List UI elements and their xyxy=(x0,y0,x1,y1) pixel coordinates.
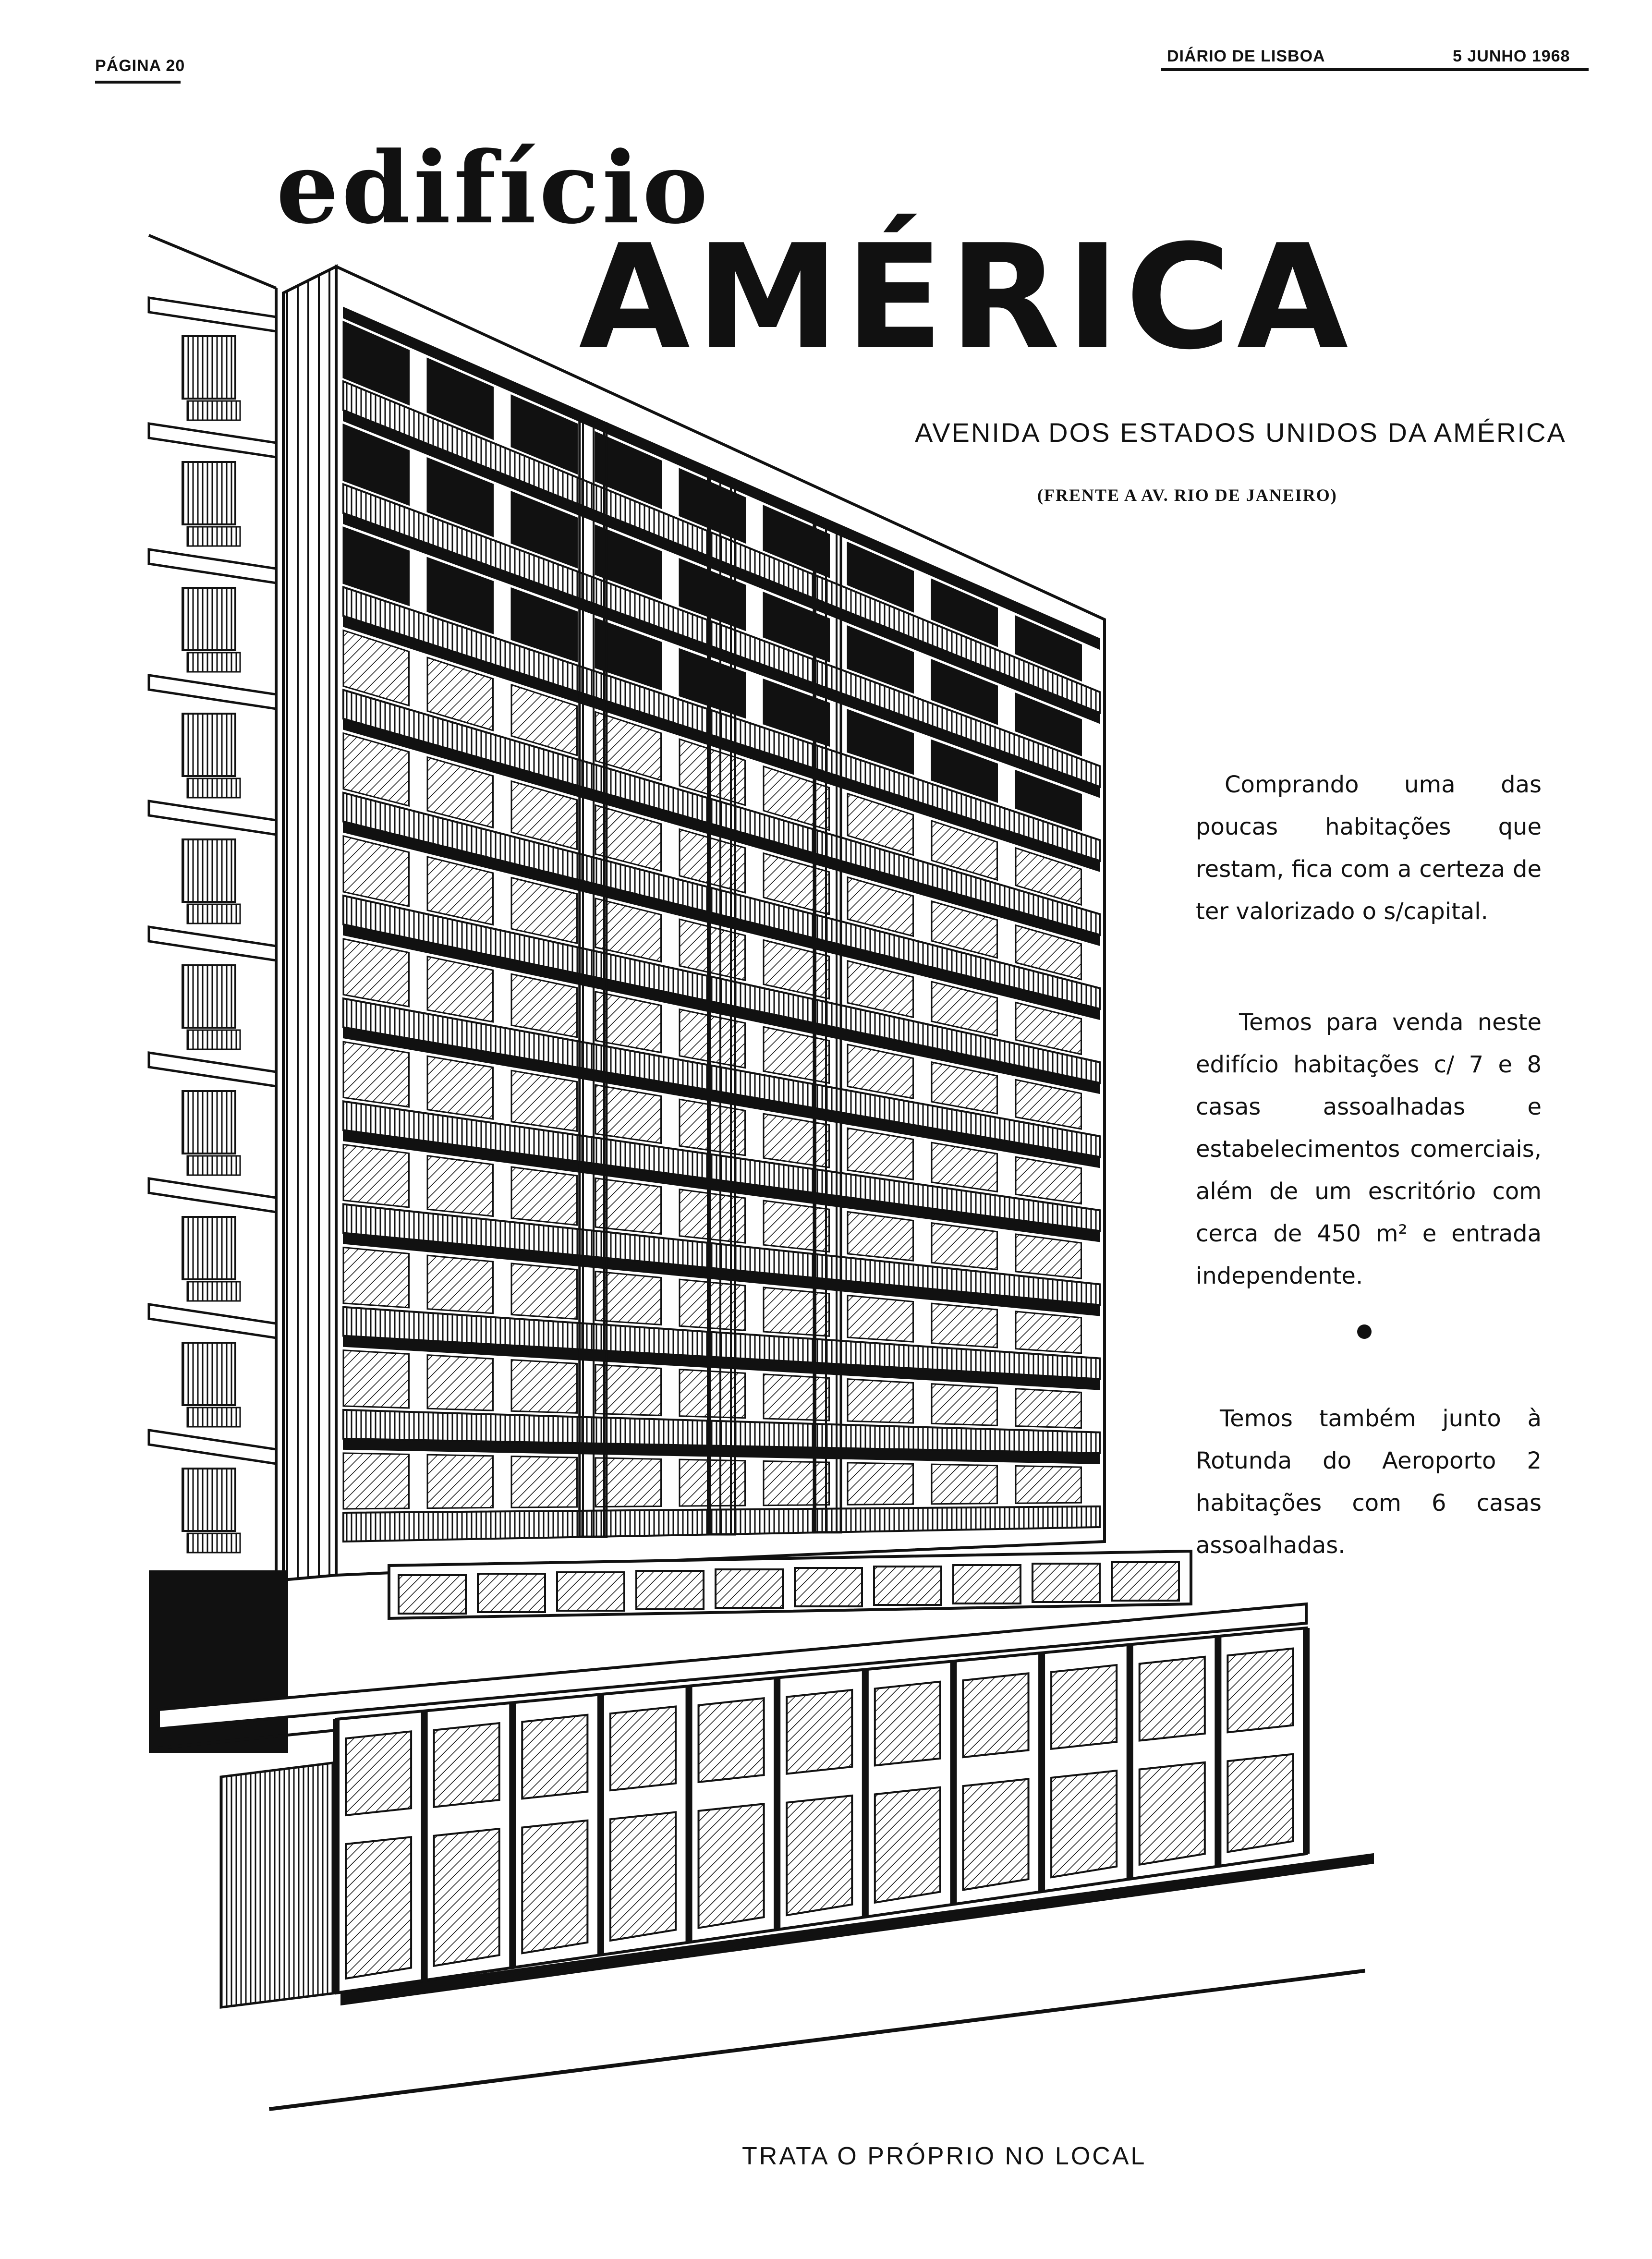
newspaper-name: DIÁRIO DE LISBOA xyxy=(1167,47,1325,65)
bullet-separator xyxy=(1357,1324,1372,1339)
address-note: (FRENTE A AV. RIO DE JANEIRO) xyxy=(1037,486,1337,505)
building-name-prefix: edifício xyxy=(276,131,711,246)
paragraph-airport: Temos também junto à Rotunda do Aeroporto 2 habitações com 6 casas assoalhadas. xyxy=(1196,1405,1542,1559)
issue-date: 5 JUNHO 1968 xyxy=(1453,47,1570,65)
address-line: AVENIDA DOS ESTADOS UNIDOS DA AMÉRICA xyxy=(915,417,1567,448)
building-name: AMÉRICA xyxy=(579,214,1354,381)
paragraph-intro: Comprando uma das poucas habitações que restam, fica com a certeza de ter valorizado o s/capital. xyxy=(1196,771,1542,925)
paragraph-offer: Temos para venda neste edifício habitações c/ 7 e 8 casas assoalhadas e estabelecimentos comerciais, além de um escritório com cerca de 450 m² e entrada independente. xyxy=(1196,1009,1542,1289)
contact-footer: TRATA O PRÓPRIO NO LOCAL xyxy=(742,2142,1147,2170)
page-number: PÁGINA 20 xyxy=(95,57,185,75)
